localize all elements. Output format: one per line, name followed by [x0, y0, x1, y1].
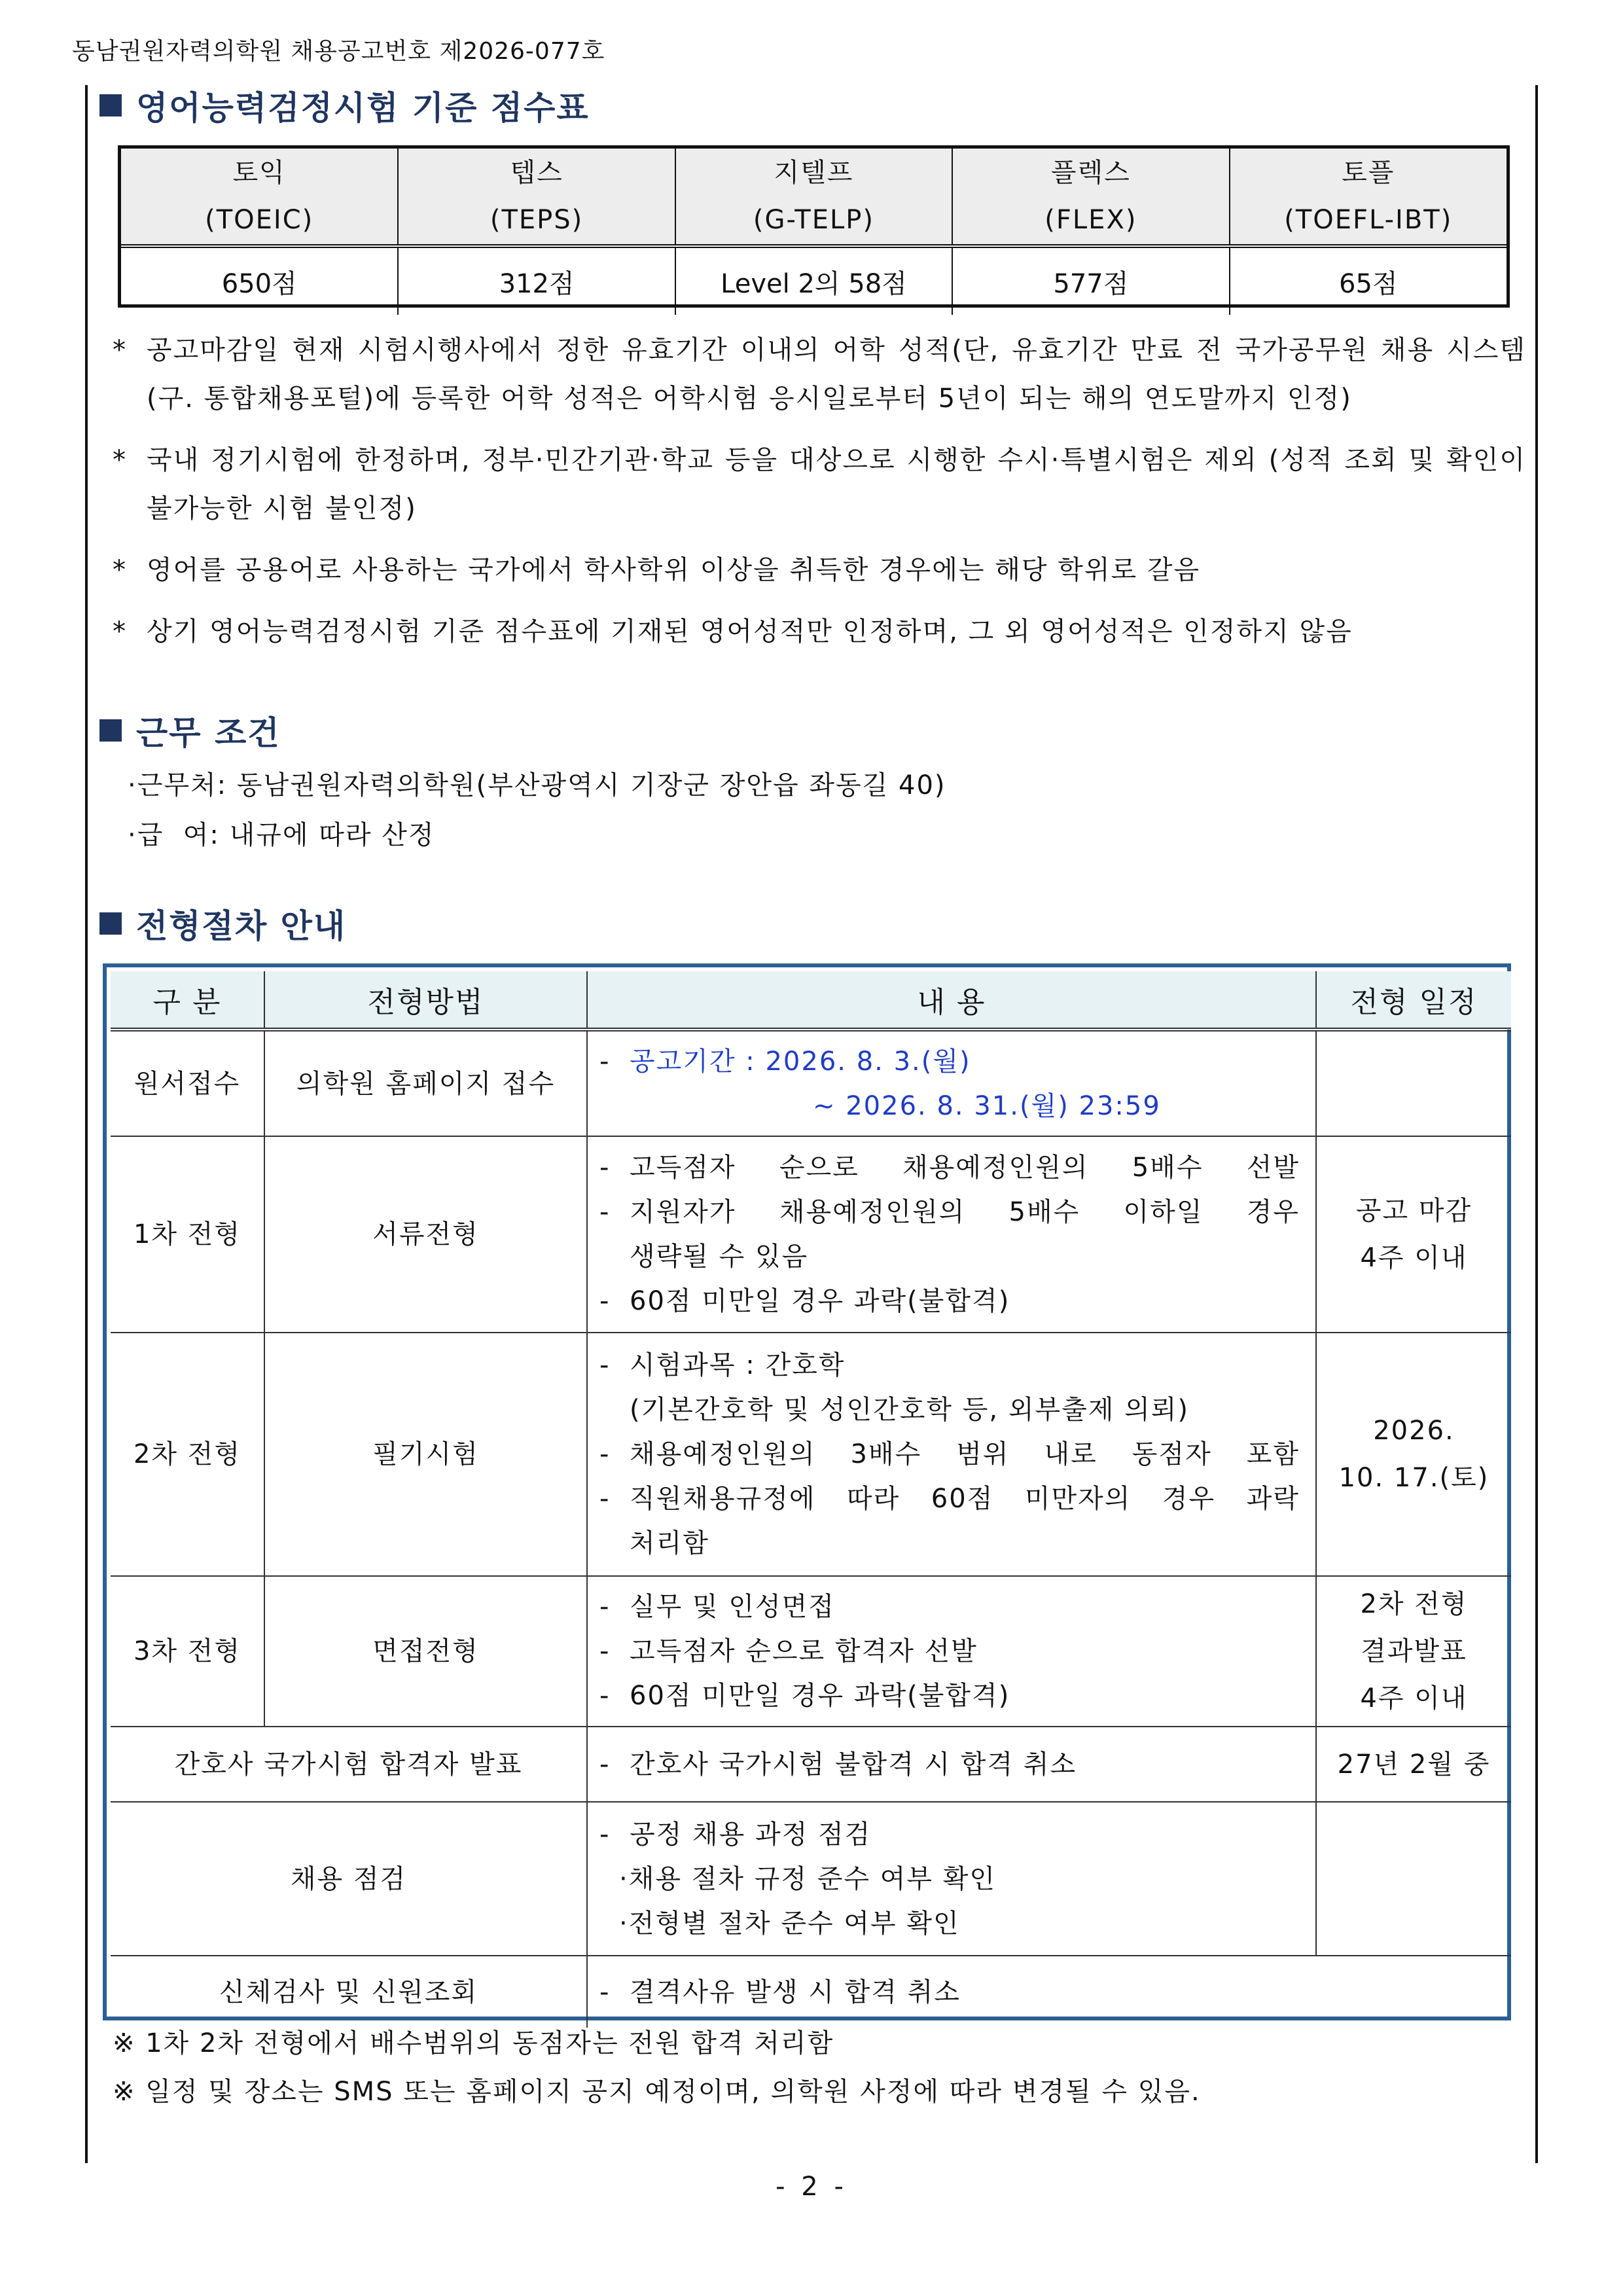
- score-head-cell: 지텔프 (G-TELP): [675, 149, 952, 246]
- score-head-cell: 텝스 (TEPS): [398, 149, 675, 246]
- asterisk-icon: *: [113, 555, 126, 585]
- condition-item: ·급 여: 내규에 따라 산정: [128, 820, 435, 850]
- table-row: 원서접수 의학원 홈페이지 접수 - 공고기간 : 2026. 8. 3.(월) ~ 2026. 8. 31.(월) 23:59: [111, 1030, 1511, 1136]
- page-number: - 2 -: [776, 2172, 847, 2202]
- table-row: 1차 전형 서류전형 - 고득점자 순으로 채용예정인원의 5배수 선발 - 지원자가 채용예정인원의 5배수 이하일 경우 생략될 수 있음 - 60점 미만일 경우 과락(불합격) 공고 마감 4주 이내: [111, 1136, 1511, 1333]
- process-head-cell: 구 분: [111, 971, 264, 1030]
- score-head-cell: 플렉스 (FLEX): [952, 149, 1229, 246]
- left-margin-rule: [85, 85, 88, 2163]
- score-cell: Level 2의 58점: [675, 246, 952, 315]
- score-head-cell: 토익 (TOEIC): [121, 149, 398, 246]
- note-item: * 상기 영어능력검정시험 기준 점수표에 기재된 영어성적만 인정하며, 그 외 영어성적은 인정하지 않음: [113, 607, 1526, 656]
- table-row: 간호사 국가시험 합격자 발표 - 간호사 국가시험 불합격 시 합격 취소 27년 2월 중: [111, 1727, 1511, 1802]
- document-header: 동남권원자력의학원 채용공고번호 제2026-077호: [72, 38, 605, 65]
- table-row: 3차 전형 면접전형 - 실무 및 인성면접 - 고득점자 순으로 합격자 선발 - 60점 미만일 경우 과락(불합격) 2차 전형 결과발표 4주 이내: [111, 1576, 1511, 1727]
- asterisk-icon: *: [113, 335, 126, 365]
- process-head-cell: 전형방법: [264, 971, 587, 1030]
- work-conditions: [128, 761, 946, 860]
- score-table: [118, 145, 1510, 308]
- section-title-score: 영어능력검정시험 기준 점수표: [99, 82, 590, 129]
- score-notes: [113, 326, 1526, 669]
- process-table: [103, 963, 1511, 2020]
- note-item: * 영어를 공용어로 사용하는 국가에서 학사학위 이상을 취득한 경우에는 해당 학위로 갈음: [113, 546, 1526, 594]
- process-note: ※ 일정 및 장소는 SMS 또는 홈페이지 공지 예정이며, 의학원 사정에 따라 변경될 수 있음.: [113, 2077, 1201, 2107]
- condition-item: ·근무처: 동남권원자력의학원(부산광역시 기장군 장안읍 좌동길 40): [128, 770, 946, 800]
- table-row: 2차 전형 필기시험 - 시험과목 : 간호학 (기본간호학 및 성인간호학 등, 외부출제 의뢰) - 채용예정인원의 3배수 범위 내로 동점자 포함 - 직원채용규정에 따라 60점 미만자의 경우 과락 처리함 2026. 10. 17.(토): [111, 1333, 1511, 1576]
- process-head-cell: 전형 일정: [1316, 971, 1511, 1030]
- note-item: * 국내 정기시험에 한정하며, 정부·민간기관·학교 등을 대상으로 시행한 수시·특별시험은 제외 (성적 조회 및 확인이 불가능한 시험 불인정): [113, 436, 1526, 533]
- process-notes: [113, 2019, 1201, 2116]
- section-title-process: 전형절차 안내: [99, 900, 346, 947]
- section-bullet-square-icon: [99, 912, 122, 935]
- asterisk-icon: *: [113, 617, 126, 647]
- score-cell: 577점: [952, 246, 1229, 315]
- process-head-cell: 내 용: [587, 971, 1316, 1030]
- score-head-cell: 토플 (TOEFL-IBT): [1230, 149, 1507, 246]
- score-cell: 650점: [121, 246, 398, 315]
- score-cell: 312점: [398, 246, 675, 315]
- asterisk-icon: *: [113, 445, 126, 475]
- section-bullet-square-icon: [99, 719, 122, 742]
- section-bullet-square-icon: [99, 94, 122, 117]
- section-title-conditions: 근무 조건: [99, 707, 281, 754]
- table-row: 채용 점검 - 공정 채용 과정 점검 ·채용 절차 규정 준수 여부 확인 ·전형별 절차 준수 여부 확인: [111, 1802, 1511, 1956]
- score-cell: 65점: [1230, 246, 1507, 315]
- process-note: ※ 1차 2차 전형에서 배수범위의 동점자는 전원 합격 처리함: [113, 2028, 834, 2058]
- right-margin-rule: [1535, 85, 1538, 2163]
- note-item: * 공고마감일 현재 시험시행사에서 정한 유효기간 이내의 어학 성적(단, 유효기간 만료 전 국가공무원 채용 시스템(구. 통합채용포털)에 등록한 어학 성적은 어학시험 응시일로부터 5년이 되는 해의 연도말까지 인정): [113, 326, 1526, 423]
- table-row: 신체검사 및 신원조회 - 결격사유 발생 시 합격 취소: [111, 1956, 1511, 2028]
